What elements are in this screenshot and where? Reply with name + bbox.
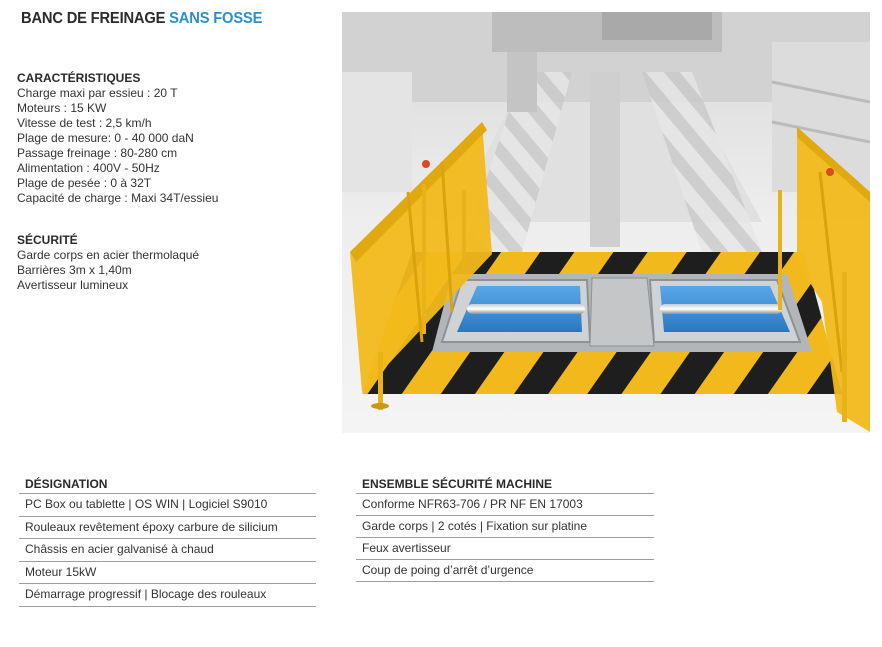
table-row: Démarrage progressif | Blocage des rouleaux [19, 583, 316, 607]
product-photo [342, 12, 870, 433]
security-line: Garde corps en acier thermolaqué [17, 248, 200, 262]
spec-line: Capacité de charge : Maxi 34T/essieu [17, 191, 219, 205]
spec-line: Passage freinage : 80-280 cm [17, 146, 178, 160]
title-accent: SANS FOSSE [169, 10, 263, 27]
table-row: Rouleaux revêtement époxy carbure de silicium [19, 516, 316, 539]
title-main: BANC DE FREINAGE [21, 10, 166, 27]
table-row: Feux avertisseur [356, 537, 654, 559]
table-row: Moteur 15kW [19, 561, 316, 584]
machine-safety-heading: ENSEMBLE SÉCURITÉ MACHINE [362, 477, 553, 491]
spec-line: Plage de mesure: 0 - 40 000 daN [17, 131, 194, 145]
security-line: Barrières 3m x 1,40m [17, 263, 132, 277]
designation-heading: DÉSIGNATION [25, 477, 108, 491]
security-section [17, 233, 199, 293]
table-row: Coup de poing d’arrêt d’urgence [356, 559, 654, 582]
security-heading: SÉCURITÉ [17, 233, 78, 247]
machine-safety-table [356, 475, 654, 582]
characteristics-heading: CARACTÉRISTIQUES [17, 71, 141, 85]
designation-table [19, 475, 316, 607]
spec-line: Vitesse de test : 2,5 km/h [17, 116, 152, 130]
page-title [21, 10, 262, 28]
spec-line: Plage de pesée : 0 à 32T [17, 176, 152, 190]
table-row: Châssis en acier galvanisé à chaud [19, 538, 316, 561]
table-row: Garde corps | 2 cotés | Fixation sur platine [356, 515, 654, 537]
table-row: PC Box ou tablette | OS WIN | Logiciel S9010 [19, 493, 316, 516]
characteristics-section [17, 71, 218, 206]
spec-line: Moteurs : 15 KW [17, 101, 107, 115]
table-row: Conforme NFR63-706 / PR NF EN 17003 [356, 493, 654, 515]
spec-line: Alimentation : 400V - 50Hz [17, 161, 160, 175]
security-line: Avertisseur lumineux [17, 278, 129, 292]
spec-line: Charge maxi par essieu : 20 T [17, 86, 178, 100]
